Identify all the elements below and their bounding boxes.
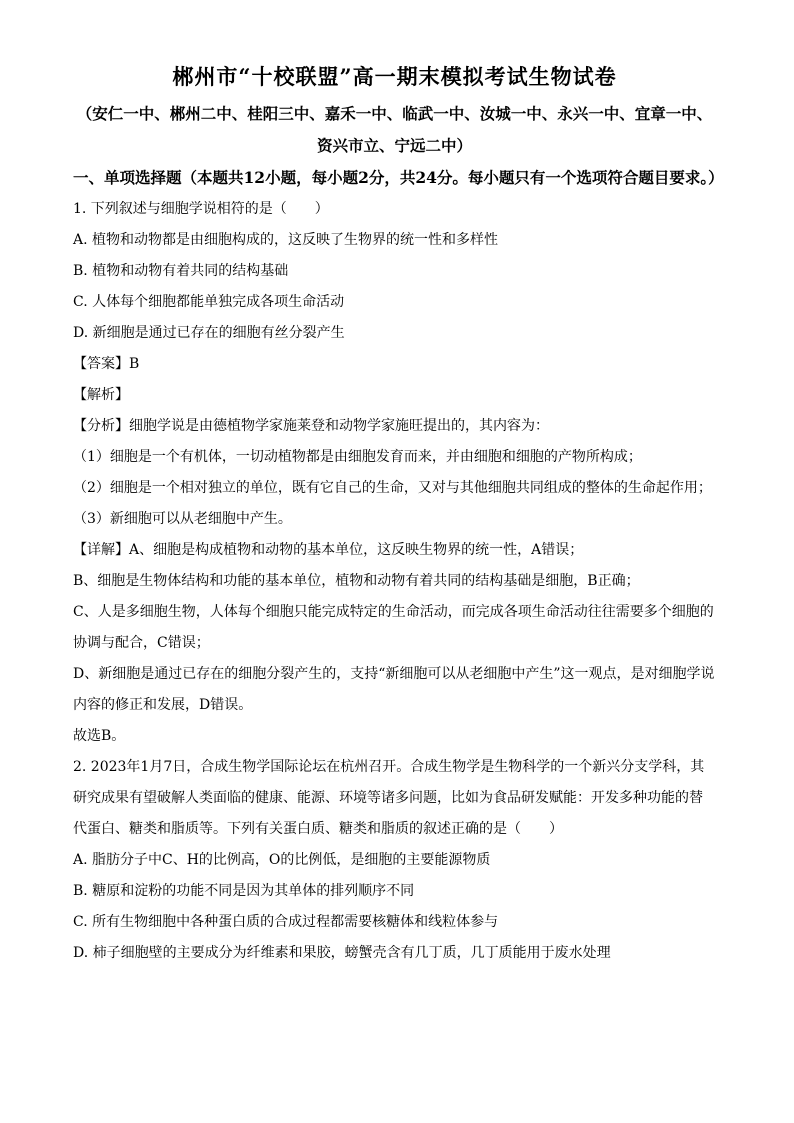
theory-point-2: （2）细胞是一个相对独立的单位，既有它自己的生命，又对与其他细胞共同组成的整体的生命起作用； <box>73 480 712 496</box>
exam-title: 郴州市“十校联盟”高一期末模拟考试生物试卷 <box>172 64 617 89</box>
option-b: B. 糖原和淀粉的功能不同是因为其单体的排列顺序不同 <box>73 883 415 899</box>
detail-b: B、细胞是生物体结构和功能的基本单位，植物和动物有着共同的结构基础是细胞，B正确； <box>73 573 640 589</box>
conclusion: 故选B。 <box>73 728 126 744</box>
question-stem: 1. 下列叙述与细胞学说相符的是（ ） <box>73 201 329 217</box>
detail-d: D、新细胞是通过已存在的细胞分裂产生的，支持“新细胞可以从老细胞中产生”这一观点，是对细胞学说内容的修正和发展，D错误。 <box>73 666 715 713</box>
section-heading: 一、单项选择题（本题共12小题，每小题2分，共24分。每小题只有一个选项符合题目要求。） <box>73 168 724 187</box>
analysis-label: 【解析】 <box>73 387 129 403</box>
option-d: D. 柿子细胞壁的主要成分为纤维素和果胶，螃蟹壳含有几丁质，几丁质能用于废水处理 <box>73 945 611 961</box>
option-c: C. 人体每个细胞都能单独完成各项生命活动 <box>73 294 345 310</box>
option-a: A. 植物和动物都是由细胞构成的，这反映了生物界的统一性和多样性 <box>73 232 499 248</box>
analysis-intro: 【分析】细胞学说是由德植物学家施莱登和动物学家施旺提出的，其内容为： <box>73 418 549 434</box>
detail-c: C、人是多细胞生物，人体每个细胞只能完成特定的生命活动，而完成各项生命活动往往需要多个细胞的协调与配合，C错误； <box>73 604 714 651</box>
theory-point-3: （3）新细胞可以从老细胞中产生。 <box>73 511 292 527</box>
school-list: （安仁一中、郴州二中、桂阳三中、嘉禾一中、临武一中、汝城一中、永兴一中、宜章一中、资兴市立、宁远二中） <box>76 104 713 155</box>
option-d: D. 新细胞是通过已存在的细胞有丝分裂产生 <box>73 325 345 341</box>
question-2 <box>73 752 716 969</box>
detail-a: 【详解】A、细胞是构成植物和动物的基本单位，这反映生物界的统一性，A错误； <box>73 542 584 558</box>
theory-point-1: （1）细胞是一个有机体，一切动植物都是由细胞发育而来，并由细胞和细胞的产物所构成； <box>73 449 642 465</box>
question-stem: 2. 2023年1月7日，合成生物学国际论坛在杭州召开。合成生物学是生物科学的一个新兴分支学科，其研究成果有望破解人类面临的健康、能源、环境等诸多问题，比如为食品研发赋能：开发多种功能的替代蛋白、糖类和脂质等。下列有关蛋白质、糖类和脂质的叙述正确的是（ ） <box>73 759 705 837</box>
option-c: C. 所有生物细胞中各种蛋白质的合成过程都需要核糖体和线粒体参与 <box>73 914 499 930</box>
option-a: A. 脂肪分子中C、H的比例高，O的比例低，是细胞的主要能源物质 <box>73 852 491 868</box>
answer-line: 【答案】B <box>73 356 140 372</box>
option-b: B. 植物和动物有着共同的结构基础 <box>73 263 289 279</box>
question-1 <box>73 194 716 752</box>
